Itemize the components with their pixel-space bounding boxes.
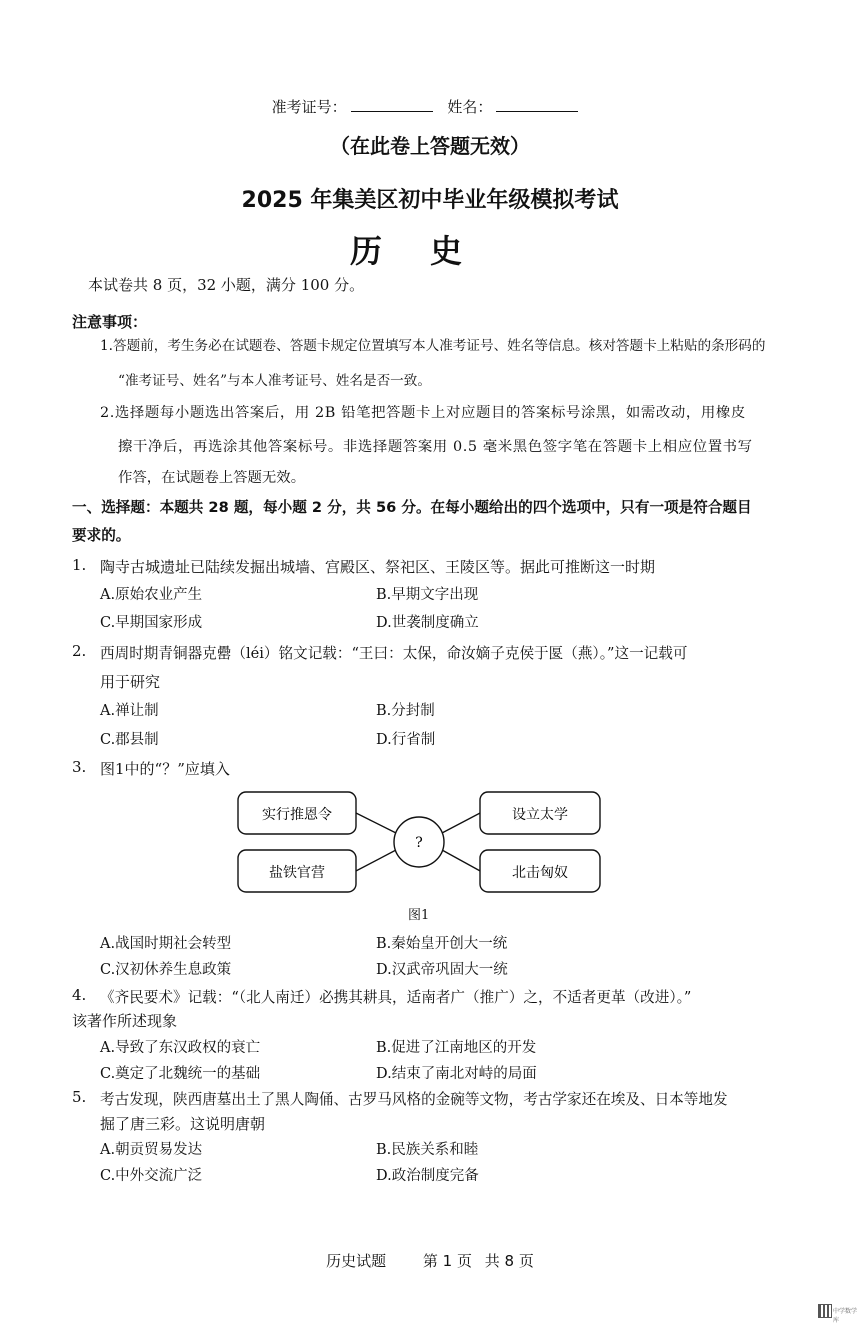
connector-bottom-right [442, 850, 482, 872]
figure-1-caption: 图1 [408, 908, 430, 923]
option-a: A.战国时期社会转型 [100, 936, 232, 952]
section-1-heading-line-1: 一、选择题：本题共 28 题，每小题 2 分，共 56 分。在每小题给出的四个选项中，只有一项是符合题目 [72, 499, 752, 516]
option-d: D.世袭制度确立 [376, 615, 479, 631]
box-bottom-left-label: 盐铁官营 [269, 865, 325, 881]
question-stem-line-2: 该著作所述现象 [72, 1012, 178, 1030]
exam-intro: 本试卷共 8 页，32 小题，满分 100 分。 [88, 276, 365, 294]
question-number: 4. [72, 986, 87, 1004]
option-b: B.促进了江南地区的开发 [376, 1040, 537, 1056]
watermark-text: 中学数学库 [833, 1308, 858, 1324]
section-1-heading-line-2: 要求的。 [72, 527, 131, 544]
question-number: 1. [72, 556, 87, 574]
option-d: D.行省制 [376, 732, 436, 748]
note-1-line-1: 1.答题前，考生务必在试题卷、答题卡规定位置填写本人准考证号、姓名等信息。核对答题卡上粘贴的条形码的 [100, 338, 766, 354]
connector-top-right [442, 812, 482, 833]
note-1-line-2: “准考证号、姓名”与本人准考证号、姓名是否一致。 [118, 373, 431, 389]
qr-code-icon [818, 1304, 832, 1318]
connector-top-left [354, 812, 396, 833]
question-stem-line-1: 考古发现，陕西唐墓出土了黑人陶俑、古罗马风格的金碗等文物，考古学家还在埃及、日本等地发 [100, 1091, 728, 1108]
note-2-line-1: 2.选择题每小题选出答案后，用 2B 铅笔把答题卡上对应题目的答案标号涂黑，如需改动，用橡皮 [100, 405, 746, 421]
footer-subject: 历史试题 [326, 1252, 387, 1270]
note-2-line-3: 作答，在试题卷上答题无效。 [118, 470, 306, 486]
ticket-number-blank [351, 97, 433, 112]
question-stem-line-1: 西周时期青铜器克罍（léi）铭文记载：“王曰：太保，命汝嫡子克侯于匽（燕）。”这一记载可 [100, 645, 688, 662]
box-top-right-label: 设立太学 [512, 807, 568, 823]
option-c: C.奠定了北魏统一的基础 [100, 1066, 261, 1082]
subject-title: 历史 [349, 232, 510, 270]
candidate-info-line [0, 96, 860, 117]
connector-bottom-left [354, 850, 396, 872]
box-bottom-right-label: 北击匈奴 [512, 865, 568, 881]
box-top-left-label: 实行推恩令 [262, 807, 332, 823]
question-stem-line-2: 掘了唐三彩。这说明唐朝 [100, 1115, 266, 1133]
note-2-line-2: 擦干净后，再选涂其他答案标号。非选择题答案用 0.5 毫米黑色签字笔在答题卡上相应位置书写 [118, 439, 753, 455]
footer-total-pages: 共 8 页 [484, 1252, 534, 1270]
option-c: C.中外交流广泛 [100, 1168, 203, 1184]
option-a: A.原始农业产生 [100, 587, 203, 603]
question-stem-line-1: 《齐民要术》记载：“（北人南迁）必携其耕具，适南者广（推广）之，不适者更革（改进）。” [100, 989, 692, 1006]
center-question-mark: ? [415, 835, 423, 851]
option-c: C.郡县制 [100, 732, 159, 748]
question-stem: 陶寺古城遗址已陆续发掘出城墙、宫殿区、祭祀区、王陵区等。据此可推断这一时期 [100, 558, 656, 576]
invalid-notice: （在此卷上答题无效） [330, 134, 530, 158]
option-b: B.早期文字出现 [376, 587, 479, 603]
footer-page-number: 第 1 页 [422, 1252, 472, 1270]
page-footer [0, 1250, 860, 1271]
exam-title: 2025 年集美区初中毕业年级模拟考试 [241, 188, 619, 213]
name-label: 姓名： [447, 98, 493, 116]
option-a: A.朝贡贸易发达 [100, 1142, 203, 1158]
option-b: B.民族关系和睦 [376, 1142, 479, 1158]
option-c: C.早期国家形成 [100, 615, 203, 631]
option-b: B.秦始皇开创大一统 [376, 936, 508, 952]
option-d: D.政治制度完备 [376, 1168, 479, 1184]
option-a: A.禅让制 [100, 703, 159, 719]
name-blank [496, 97, 578, 112]
ticket-number-label: 准考证号： [271, 98, 347, 116]
option-c: C.汉初休养生息政策 [100, 962, 232, 978]
option-b: B.分封制 [376, 703, 435, 719]
question-number: 3. [72, 758, 87, 776]
question-stem-line-2: 用于研究 [100, 673, 161, 691]
option-d: D.汉武帝巩固大一统 [376, 962, 508, 978]
figure-1-diagram [236, 788, 606, 898]
notes-heading: 注意事项： [72, 313, 148, 331]
question-number: 2. [72, 642, 87, 660]
option-a: A.导致了东汉政权的衰亡 [100, 1040, 261, 1056]
question-number: 5. [72, 1088, 87, 1106]
question-stem: 图1中的“？”应填入 [100, 760, 230, 778]
option-d: D.结束了南北对峙的局面 [376, 1066, 537, 1082]
